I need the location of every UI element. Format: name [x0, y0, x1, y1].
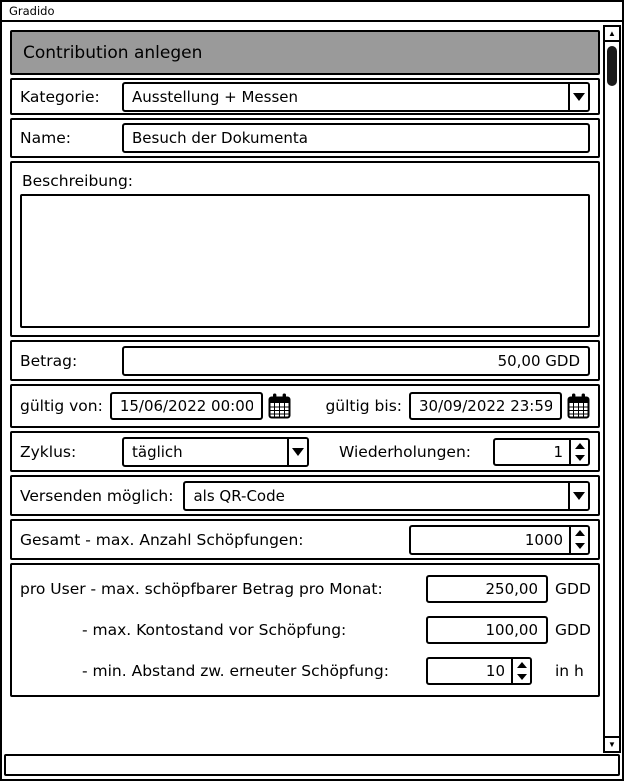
- name-row: [10, 118, 600, 158]
- pro-user-abstand-spinner-buttons: [511, 659, 530, 683]
- spinner-down-button[interactable]: [571, 540, 588, 553]
- pro-user-abstand-suffix: in h: [555, 661, 584, 680]
- zyklus-row: [10, 431, 600, 472]
- gueltig-bis-input[interactable]: [409, 392, 562, 420]
- kategorie-dropdown[interactable]: [122, 82, 590, 112]
- pro-user-row-abstand: [20, 650, 590, 691]
- caret-down-icon: [292, 448, 304, 456]
- kategorie-selected-value: Ausstellung + Messen: [132, 87, 299, 106]
- zyklus-label: Zyklus:: [20, 442, 77, 461]
- pro-user-section: [10, 563, 600, 697]
- spinner-down-icon: [575, 543, 585, 549]
- spinner-up-icon: [575, 443, 585, 449]
- spinner-down-button[interactable]: [571, 452, 588, 464]
- versenden-selected-value: als QR-Code: [193, 486, 285, 505]
- beschreibung-textarea[interactable]: [20, 194, 590, 328]
- window-titlebar: [2, 2, 622, 22]
- pro-user-abstand-spinner[interactable]: [426, 657, 532, 685]
- spinner-down-button[interactable]: [513, 671, 530, 683]
- pro-user-row-betrag: [20, 569, 590, 610]
- kategorie-label: Kategorie:: [20, 87, 100, 106]
- scrollbar-thumb[interactable]: [607, 46, 617, 86]
- zyklus-selected-value: täglich: [132, 442, 183, 461]
- kategorie-row: [10, 78, 600, 115]
- spinner-down-icon: [517, 674, 527, 680]
- spinner-up-button[interactable]: [571, 527, 588, 540]
- pro-user-betrag-input[interactable]: [426, 575, 548, 603]
- wiederholungen-label: Wiederholungen:: [339, 442, 471, 461]
- gesamt-label: Gesamt - max. Anzahl Schöpfungen:: [20, 530, 304, 549]
- pro-user-betrag-label: pro User - max. schöpfbarer Betrag pro Monat:: [20, 580, 383, 599]
- wiederholungen-spinner[interactable]: [493, 438, 590, 466]
- wiederholungen-value[interactable]: 1: [553, 442, 563, 461]
- calendar-icon[interactable]: [567, 393, 590, 419]
- calendar-icon[interactable]: [268, 393, 291, 419]
- pro-user-betrag-control: [426, 575, 548, 603]
- beschreibung-label: Beschreibung:: [22, 172, 134, 190]
- contribution-form: [10, 30, 600, 700]
- scroll-down-icon: ▼: [608, 739, 616, 749]
- pro-user-kontostand-label: - max. Kontostand vor Schöpfung:: [82, 621, 347, 639]
- gueltig-von-label: gültig von:: [20, 397, 103, 415]
- beschreibung-section: [10, 161, 600, 337]
- pro-user-abstand-control: [426, 657, 548, 685]
- betrag-label: Betrag:: [20, 351, 78, 370]
- spinner-up-button[interactable]: [571, 440, 588, 452]
- vertical-scrollbar[interactable]: [603, 25, 621, 753]
- zyklus-dropdown[interactable]: [122, 437, 309, 467]
- versenden-dropdown[interactable]: [183, 481, 590, 511]
- pro-user-kontostand-control: [426, 616, 548, 644]
- wiederholungen-spinner-buttons: [569, 440, 588, 464]
- spinner-up-icon: [517, 662, 527, 668]
- caret-down-icon: [573, 492, 585, 500]
- pro-user-abstand-label: - min. Abstand zw. erneuter Schöpfung:: [82, 661, 389, 680]
- pro-user-kontostand-input[interactable]: [426, 616, 548, 644]
- gesamt-row: [10, 519, 600, 560]
- pro-user-betrag-suffix: GDD: [555, 580, 591, 599]
- versenden-dropdown-button[interactable]: [568, 483, 588, 509]
- pro-user-abstand-value[interactable]: 10: [485, 661, 505, 680]
- spinner-up-button[interactable]: [513, 659, 530, 671]
- gueltig-bis-label: gültig bis:: [325, 397, 402, 415]
- betrag-input[interactable]: [122, 346, 590, 376]
- scroll-down-button[interactable]: [605, 736, 619, 751]
- gesamt-spinner[interactable]: [409, 525, 590, 555]
- window-title: Gradido: [9, 4, 55, 18]
- scroll-up-icon: ▲: [608, 28, 616, 38]
- name-input[interactable]: [122, 123, 590, 153]
- form-header: [10, 30, 600, 75]
- betrag-row: [10, 340, 600, 381]
- zyklus-dropdown-button[interactable]: [287, 439, 307, 465]
- form-title: Contribution anlegen: [23, 42, 203, 63]
- caret-down-icon: [573, 93, 585, 101]
- spinner-up-icon: [575, 530, 585, 536]
- pro-user-row-kontostand: [20, 610, 590, 651]
- gueltig-row: [10, 384, 600, 428]
- name-label: Name:: [20, 129, 71, 147]
- spinner-down-icon: [575, 455, 585, 461]
- versenden-label: Versenden möglich:: [20, 486, 174, 505]
- pro-user-kontostand-suffix: GDD: [555, 621, 591, 639]
- kategorie-dropdown-button[interactable]: [568, 84, 588, 110]
- versenden-row: [10, 475, 600, 516]
- gesamt-spinner-buttons: [569, 527, 588, 553]
- gueltig-von-input[interactable]: [110, 392, 263, 420]
- scroll-up-button[interactable]: [605, 27, 619, 42]
- horizontal-scrollbar-track[interactable]: [4, 754, 620, 776]
- gesamt-value[interactable]: 1000: [524, 530, 563, 549]
